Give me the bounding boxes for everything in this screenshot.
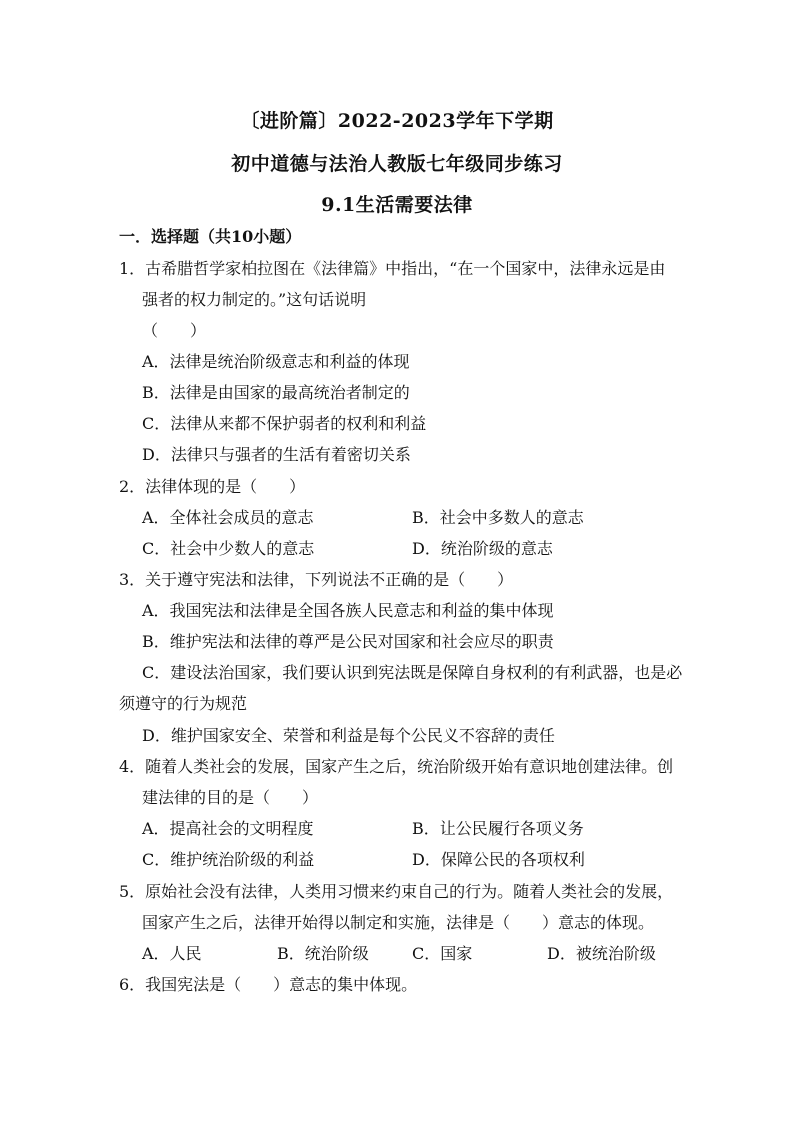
question-1-option-a: A．法律是统治阶级意志和利益的体现	[142, 352, 410, 371]
question-1-answer-blank: （ ）	[142, 321, 207, 340]
question-1-stem-line-1: 1．古希腊哲学家柏拉图在《法律篇》中指出，“在一个国家中，法律永远是由	[119, 259, 666, 278]
question-2-option-d: D．统治阶级的意志	[412, 539, 553, 558]
question-5-option-c: C．国家	[412, 944, 473, 963]
question-5-option-b: B．统治阶级	[277, 944, 369, 963]
question-2-option-c: C．社会中少数人的意志	[142, 539, 315, 558]
question-5-option-d: D．被统治阶级	[547, 944, 656, 963]
question-2-stem: 2．法律体现的是（ ）	[119, 477, 306, 496]
title-term: 〔进阶篇〕2022-2023学年下学期	[240, 110, 554, 132]
title-lesson: 9.1生活需要法律	[321, 194, 473, 216]
question-3-option-a: A．我国宪法和法律是全国各族人民意志和利益的集中体现	[142, 601, 554, 620]
question-4-option-c: C．维护统治阶级的利益	[142, 850, 315, 869]
question-3-option-d: D．维护国家安全、荣誉和利益是每个公民义不容辞的责任	[142, 726, 555, 745]
question-5-stem-line-2: 国家产生之后，法律开始得以制定和实施，法律是（ ）意志的体现。	[142, 913, 655, 932]
question-1-option-d: D．法律只与强者的生活有着密切关系	[142, 445, 411, 464]
question-2-option-b: B．社会中多数人的意志	[412, 508, 584, 527]
question-1-option-b: B．法律是由国家的最高统治者制定的	[142, 383, 410, 402]
question-5-option-a: A．人民	[142, 944, 202, 963]
question-1-stem-line-2: 强者的权力制定的。”这句话说明	[142, 290, 367, 309]
question-1-option-c: C．法律从来都不保护弱者的权利和利益	[142, 414, 427, 433]
question-4-option-b: B．让公民履行各项义务	[412, 819, 584, 838]
question-4-stem-line-1: 4．随着人类社会的发展，国家产生之后，统治阶级开始有意识地创建法律。创	[119, 757, 674, 776]
section-heading: 一．选择题（共10小题）	[119, 227, 302, 246]
question-4-option-d: D．保障公民的各项权利	[412, 850, 585, 869]
title-course: 初中道德与法治人教版七年级同步练习	[231, 153, 563, 175]
question-4-stem-line-2: 建法律的目的是（ ）	[142, 788, 319, 807]
question-3-stem: 3．关于遵守宪法和法律，下列说法不正确的是（ ）	[119, 570, 514, 589]
question-3-option-c-line-1: C．建设法治国家，我们要认识到宪法既是保障自身权利的有利武器，也是必	[142, 663, 683, 682]
question-3-option-b: B．维护宪法和法律的尊严是公民对国家和社会应尽的职责	[142, 632, 554, 651]
question-3-option-c-line-2: 须遵守的行为规范	[119, 694, 248, 713]
question-4-option-a: A．提高社会的文明程度	[142, 819, 314, 838]
question-5-stem-line-1: 5．原始社会没有法律，人类用习惯来约束自己的行为。随着人类社会的发展，	[119, 882, 674, 901]
question-6-stem: 6．我国宪法是（ ）意志的集中体现。	[119, 975, 418, 994]
question-2-option-a: A．全体社会成员的意志	[142, 508, 314, 527]
